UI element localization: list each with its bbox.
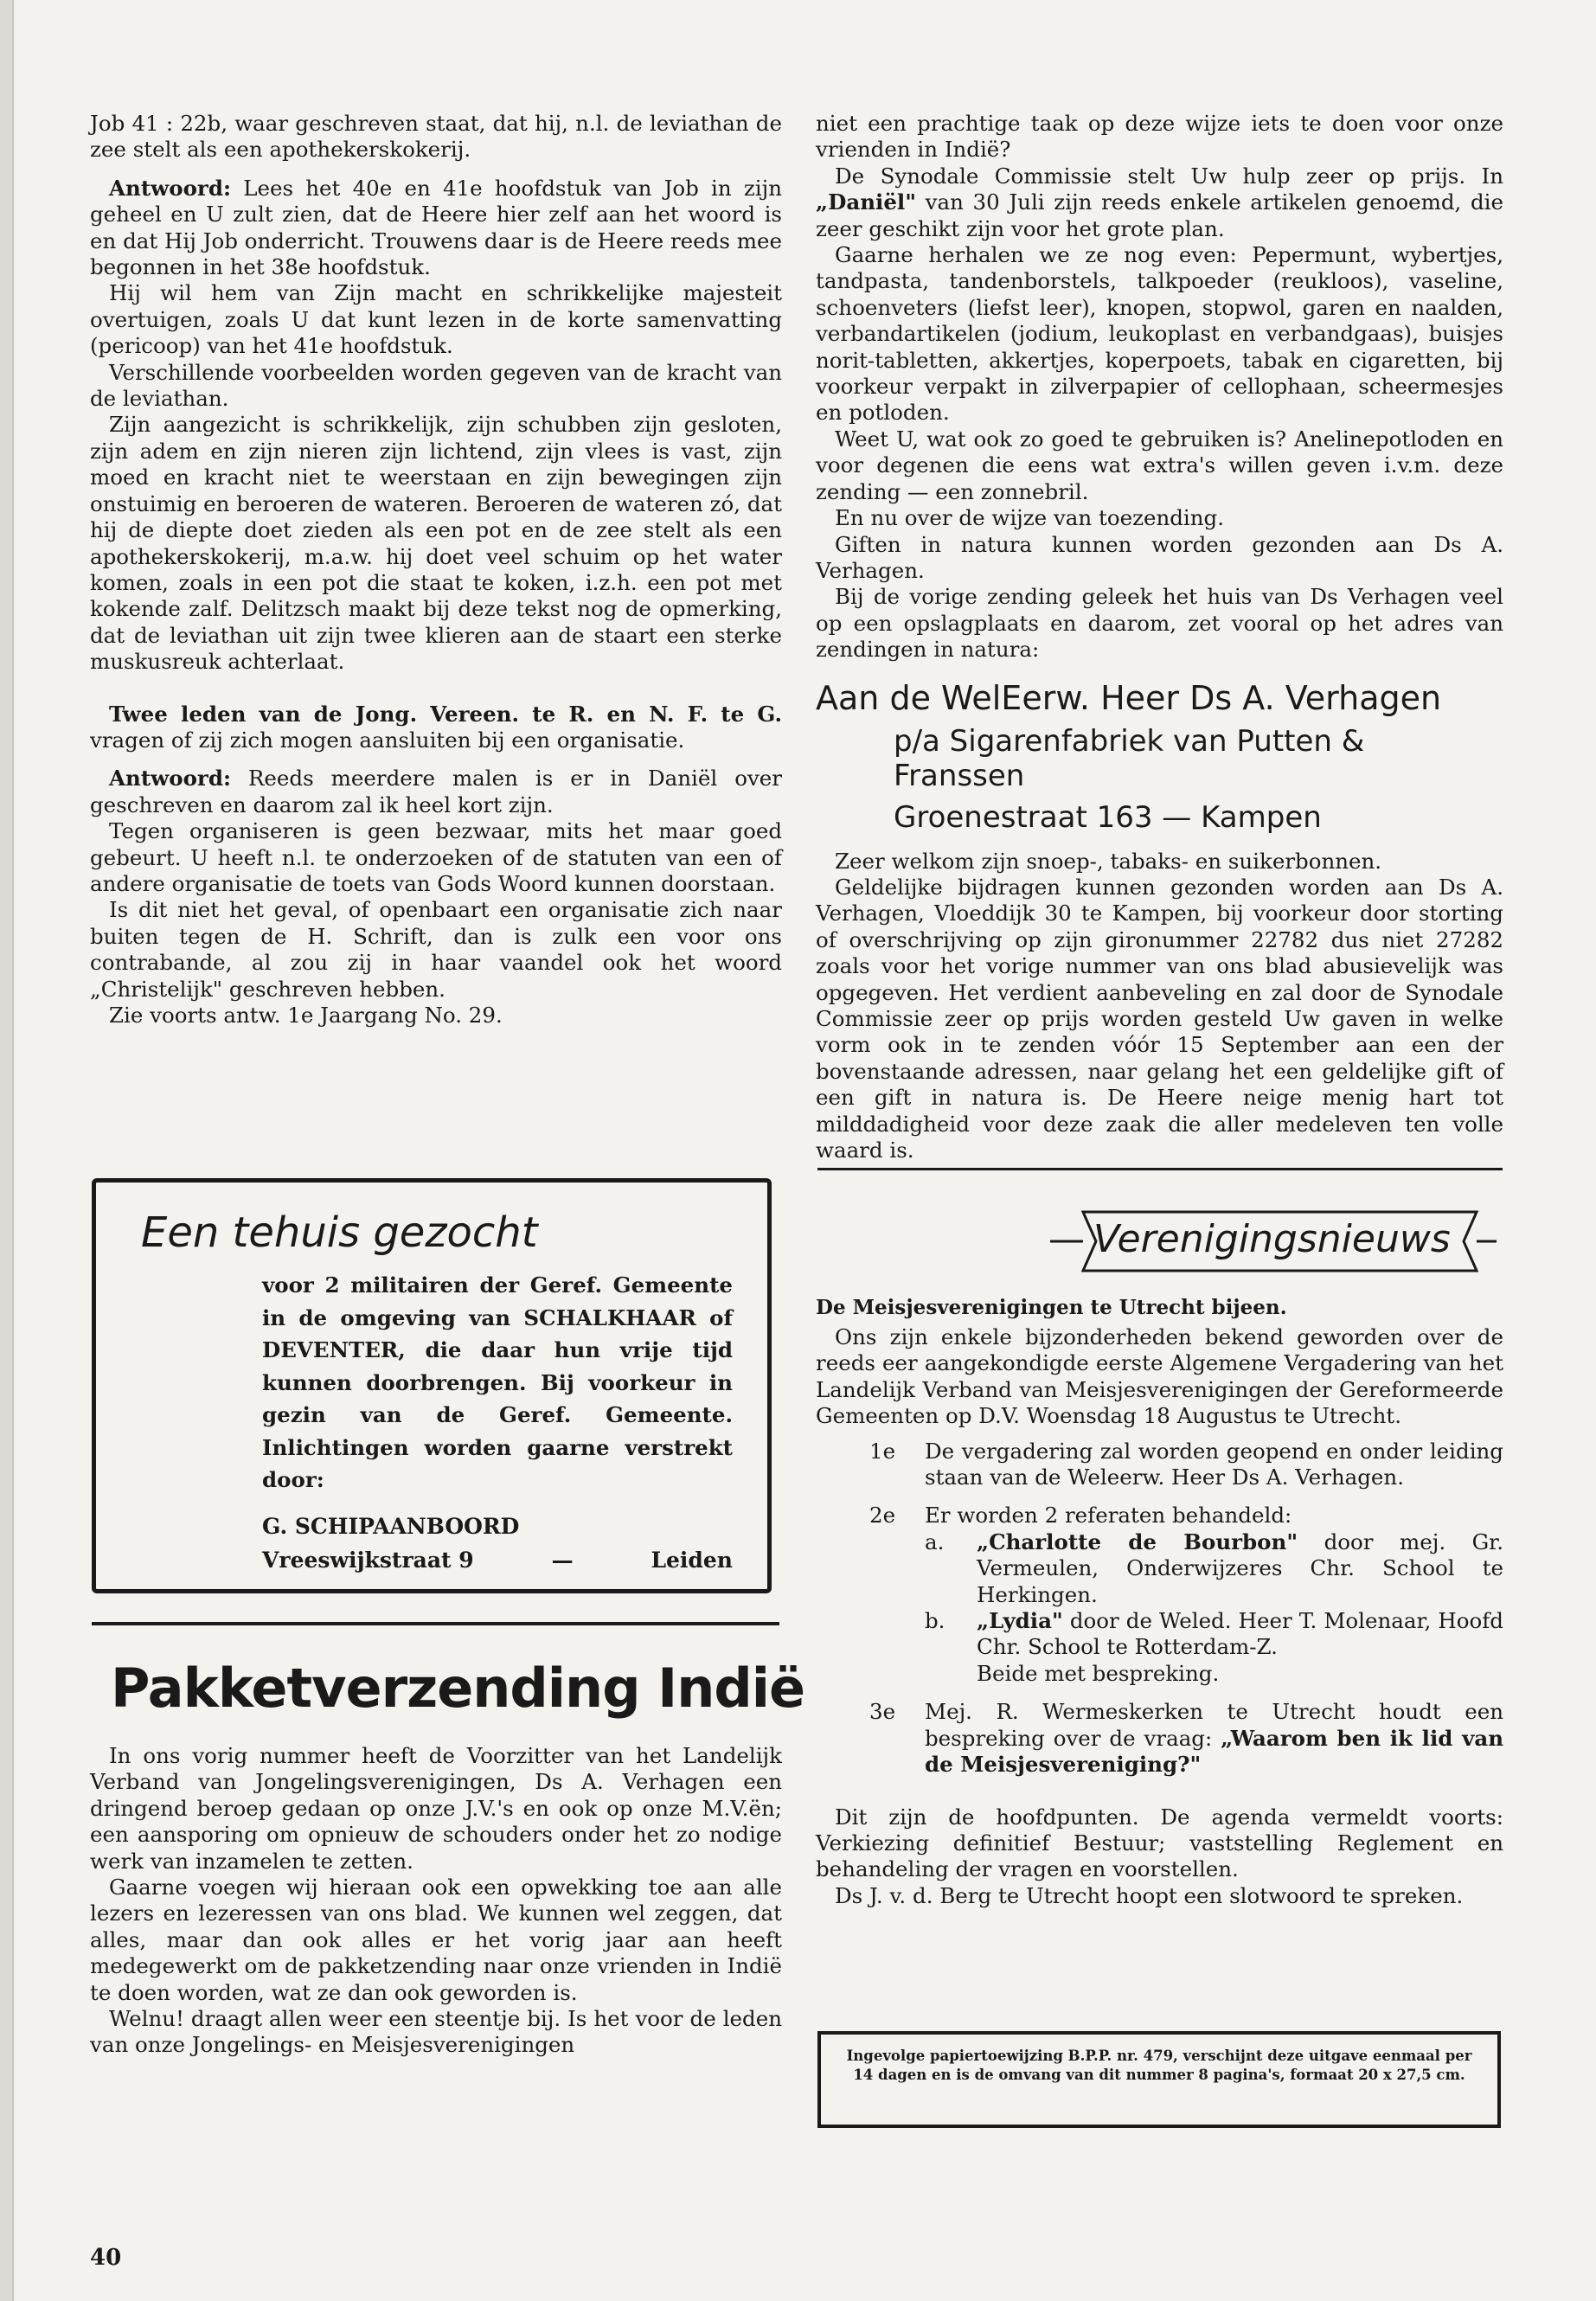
ad-dash: — [551, 1547, 574, 1573]
paragraph: Hij wil hem van Zijn macht en schrikkelijke majesteit overtuigen, zoals U dat kunt lezen in de korte samenvatting (pericoop) van het 41e hoofdstuk. [90, 280, 782, 359]
ad-street: Vreeswijkstraat 9 [262, 1547, 474, 1573]
answer-label: Antwoord: [109, 766, 231, 792]
paragraph: Is dit niet het geval, of openbaart een organisatie zich naar buiten tegen de H. Schrift, dan is zulk een voor ons contrabande, al zou zij in haar vaandel ook het woord „Christelijk" geschreven hebben. [90, 897, 782, 1002]
shipping-address [816, 679, 1503, 835]
advertisement-box [92, 1178, 772, 1593]
sub-list-item: a. „Charlotte de Bourbon" door mej. Gr. Vermeulen, Onderwijzeres Chr. School te Herkingen. [925, 1529, 1503, 1607]
paragraph: Weet U, wat ook zo goed te gebruiken is? Anelinepotloden en voor degenen die eens wat extra's willen geven i.v.m. deze zending — een zonnebril. [816, 426, 1503, 504]
question-heading: Twee leden van de Jong. Vereen. te R. en N. F. te G. [109, 701, 782, 727]
paragraph: Dit zijn de hoofdpunten. De agenda vermeldt voorts: Verkiezing definitief Bestuur; vaststelling Reglement en behandeling der vragen en voorstellen. [816, 1804, 1503, 1882]
paragraph: In ons vorig nummer heeft de Voorzitter van het Landelijk Verband van Jongelingsverenigingen, Ds A. Verhagen een dringend beroep gedaan op onze J.V.'s en ook op onze M.V.ën; een aansporing om opnieuw de schouders onder het zo nodige werk van inzamelen te zetten. [90, 1743, 782, 1874]
paragraph: En nu over de wijze van toezending. [835, 505, 1225, 531]
paragraph: Giften in natura kunnen worden gezonden aan Ds A. Verhagen. [816, 531, 1503, 583]
ad-body: voor 2 militairen der Geref. Gemeente in de omgeving van SCHALKHAAR of DEVENTER, die daar hun vrije tijd kunnen doorbrengen. Bij voorkeur in gezin van de Geref. Gemeente. Inlichtingen worden gaarne verstrekt door: [262, 1272, 733, 1492]
publication-name: „Daniël" [816, 189, 916, 215]
section-banner [1048, 1207, 1498, 1276]
paragraph: Ons zijn enkele bijzonderheden bekend geworden over de reeds eer aangekondigde eerste Algemene Vergadering van het Landelijk Verband van Meisjesverenigingen der Gereformeerde Gemeenten op D.V. Woensdag 18 Augustus te Utrecht. [816, 1324, 1503, 1429]
question-paragraph: Twee leden van de Jong. Vereen. te R. en N. F. te G. vragen of zij zich mogen aansluiten bij een organisatie. [90, 701, 782, 753]
section-rule [817, 1168, 1503, 1170]
paragraph: Verschillende voorbeelden worden gegeven van de kracht van de leviathan. [90, 359, 782, 412]
paragraph: Gaarne herhalen we ze nog even: Pepermunt, wybertjes, tandpasta, tandenborstels, talkpoeder (reukloos), vaseline, schoenveters (liefst leer), knopen, stopwol, garen en naalden, verbandartikelen (jodium, leukoplast en verbandgaas), buisjes norit-tabletten, akkertjes, koperpoets, tabak en cigaretten, bij voorkeur verpakt in zilverpapier of cellophaan, scheermesjes en potloden. [816, 242, 1503, 426]
paper-allocation-notice: Ingevolge papiertoewijzing B.P.P. nr. 479, verschijnt deze uitgave eenmaal per 14 dagen en is de omvang van dit nummer 8 pagina's, formaat 20 x 27,5 cm. [817, 2031, 1501, 2128]
address-line-1: Aan de WelEerw. Heer Ds A. Verhagen [816, 678, 1442, 717]
paragraph: Tegen organiseren is geen bezwaar, mits het maar goed gebeurt. U heeft n.l. te onderzoeken of de statuten van een of andere organisatie de toets van Gods Woord kunnen doorstaan. [90, 818, 782, 896]
verenigingsnieuws-article [816, 1296, 1503, 1909]
sub-list-item: b. „Lydia" door de Weled. Heer T. Molenaar, Hoofd Chr. School te Rotterdam-Z. Beide met bespreking. [925, 1608, 1503, 1686]
paragraph: Zie voorts antw. 1e Jaargang No. 29. [109, 1003, 503, 1028]
paragraph: Zijn aangezicht is schrikkelijk, zijn schubben zijn gesloten, zijn adem en zijn nieren zijn lichtend, zijn vlees is vast, zijn moed en kracht niet te weerstaan en zijn bewegingen zijn onstuimig en beroeren de wateren. Beroeren de wateren zó, dat hij de diepte doet zieden als een pot en de zee stelt als een apothekerskokerij, m.a.w. hij doet veel schuim op het water komen, zoals in een pot die staat te koken, i.z.h. een pot met kokende zalf. Delitzsch maakt bij deze tekst nog de opmerking, dat de leviathan uit zijn twee klieren aan de staart een sterke muskusreuk achterlaat. [90, 412, 782, 675]
ad-city: Leiden [651, 1547, 733, 1573]
banner-title: Verenigingsnieuws [1093, 1217, 1451, 1261]
paragraph: niet een prachtige taak op deze wijze iets te doen voor onze vrienden in Indië? [816, 111, 1503, 163]
answer-label: Antwoord: [109, 175, 231, 201]
paragraph: Welnu! draagt allen weer een steentje bij. Is het voor de leden van onze Jongelings- en Meisjesverenigingen [90, 2006, 782, 2058]
right-column [816, 111, 1503, 1163]
ad-contact-address [262, 1548, 733, 1573]
agenda-list [816, 1439, 1503, 1779]
section-rule [92, 1622, 779, 1625]
question-paragraph: Job 41 : 22b, waar geschreven staat, dat hij, n.l. de leviathan de zee stelt als een apothekerskokerij. [90, 111, 782, 163]
paragraph: Zeer welkom zijn snoep-, tabaks- en suikerbonnen. [835, 848, 1382, 874]
answer-paragraph: Antwoord: Lees het 40e en 41e hoofdstuk van Job in zijn geheel en U zult zien, dat de Heere hier zelf aan het woord is en dat Hij Job onderricht. Trouwens daar is de Heere reeds mee begonnen in het 38e hoofdstuk. [90, 175, 782, 280]
paragraph: De Synodale Commissie stelt Uw hulp zeer op prijs. In „Daniël" van 30 Juli zijn reeds enkele artikelen genoemd, die zeer geschikt zijn voor het grote plan. [816, 163, 1503, 241]
page-number: 40 [90, 2245, 122, 2271]
list-item: 3e Mej. R. Wermeskerken te Utrecht houdt een bespreking over de vraag: „Waarom ben ik lid van de Meisjesvereniging?" [869, 1699, 1504, 1778]
address-line-3: Groenestraat 163 — Kampen [894, 799, 1322, 835]
paragraph: Gaarne voegen wij hieraan ook een opwekking toe aan alle lezers en lezeressen van ons blad. We kunnen wel zeggen, dat alles, maar dan ook alles er het vorig jaar aan heeft medegewerkt om de pakketzending naar onze vrienden in Indië te doen worden, wat ze dan ook geworden is. [90, 1875, 782, 2005]
page-edge [0, 0, 14, 2301]
list-item: 1e De vergadering zal worden geopend en onder leiding staan van de Weleerw. Heer Ds A. Verhagen. [869, 1438, 1503, 1490]
ad-title: Een tehuis gezocht [141, 1208, 538, 1257]
paragraph: Bij de vorige zending geleek het huis van Ds Verhagen veel op een opslagplaats en daarom, zet vooral op het adres van zendingen in natura: [816, 584, 1503, 663]
paragraph: Ds J. v. d. Berg te Utrecht hoopt een slotwoord te spreken. [835, 1882, 1464, 1908]
list-item: 2e Er worden 2 referaten behandeld: [869, 1503, 1292, 1529]
ad-contact-name: G. SCHIPAANBOORD [262, 1513, 520, 1539]
left-column [90, 111, 782, 1029]
address-line-2: p/a Sigarenfabriek van Putten & Franssen [894, 723, 1365, 793]
paragraph: Geldelijke bijdragen kunnen gezonden worden aan Ds A. Verhagen, Vloeddijk 30 te Kampen, bij voorkeur door storting of overschrijving op zijn gironummer 22782 dus niet 27282 zoals voor het vorige nummer van ons blad abusievelijk was opgegeven. Het verdient aanbeveling en zal door de Synodale Commissie zeer op prijs worden gesteld Uw gaven in welke vorm ook in te zenden vóór 15 September aan een der bovenstaande adressen, naar gelang het een geldelijke gift of een gift in natura is. De Heere neige menig hart tot milddadigheid voor deze zaak die aller medeleven ten volle waard is. [816, 874, 1503, 1163]
answer-paragraph: Antwoord: Reeds meerdere malen is er in Daniël over geschreven en daarom zal ik heel kort zijn. [90, 766, 782, 817]
section-headline: Pakketverzending Indië [111, 1657, 805, 1720]
pakket-article [90, 1743, 782, 2059]
article-subtitle: De Meisjesverenigingen te Utrecht bijeen. [816, 1296, 1287, 1319]
